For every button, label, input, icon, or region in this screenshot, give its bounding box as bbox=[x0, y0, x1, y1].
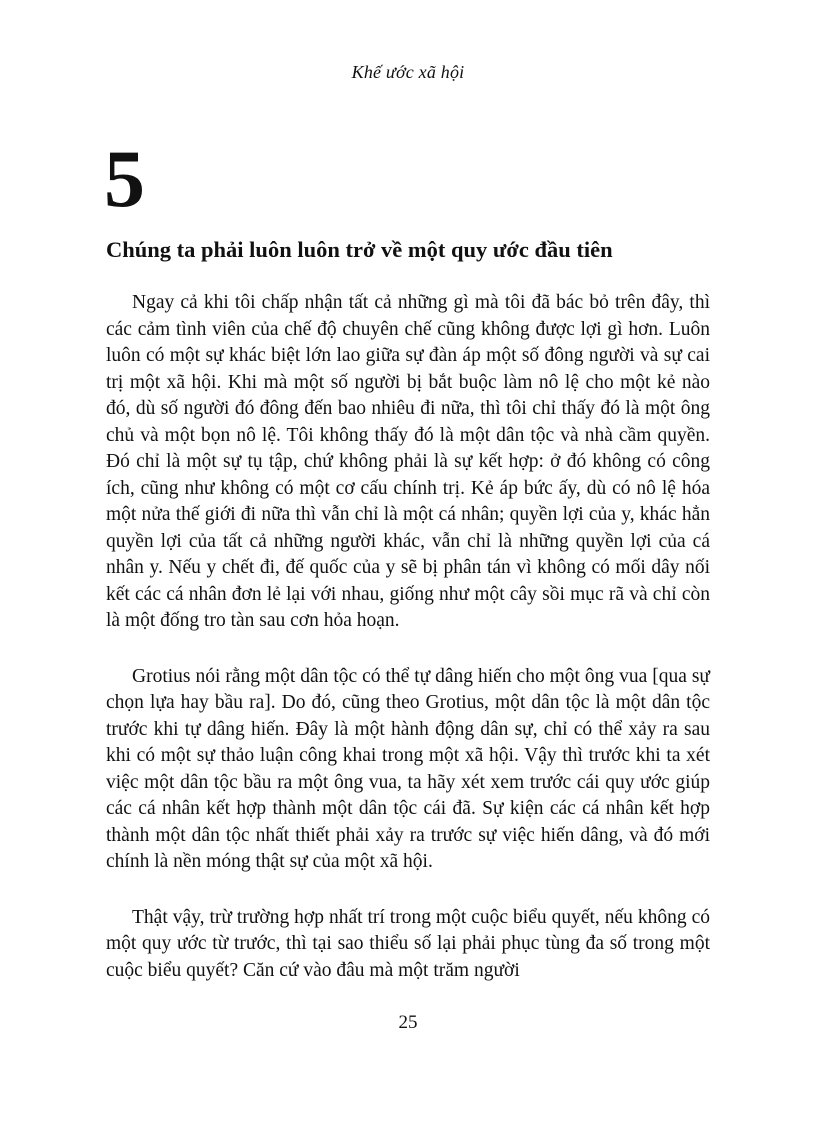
running-header: Khế ước xã hội bbox=[351, 62, 465, 82]
paragraph-1: Ngay cả khi tôi chấp nhận tất cả những gì mà tôi đã bác bỏ trên đây, thì các cảm tình viên của chế độ chuyên chế cũng không được lợi gì hơn. Luôn luôn có một sự khác biệt lớn lao giữa sự đàn áp một số đông người và sự cai trị một xã hội. Khi mà một số người bị bắt buộc làm nô lệ cho một kẻ nào đó, dù số người đó đông đến bao nhiêu đi nữa, thì tôi chỉ thấy đó là một ông chủ và một bọn nô lệ. Tôi không thấy đó là một dân tộc và nhà cầm quyền. Đó chỉ là một sự tụ tập, chứ không phải là sự kết hợp: ở đó không có công ích, cũng như không có một cơ cấu chính trị. Kẻ áp bức ấy, dù có nô lệ hóa một nửa thế giới đi nữa thì vẫn chỉ là một cá nhân; quyền lợi của y, khác hẳn quyền lợi của tất cả những người khác, vẫn chỉ là những quyền lợi của cá nhân y. Nếu y chết đi, đế quốc của y sẽ bị phân tán vì không có mối dây nối kết các cá nhân đơn lẻ lại với nhau, giống như một cây sồi mục rã và chỉ còn là một đống tro tàn sau cơn hỏa hoạn. bbox=[106, 292, 710, 631]
page-number: 25 bbox=[398, 1012, 418, 1033]
body-text bbox=[106, 290, 710, 1013]
chapter-title: Chúng ta phải luôn luôn trở về một quy ước đầu tiên bbox=[106, 237, 613, 262]
paragraph-2: Grotius nói rằng một dân tộc có thể tự dâng hiến cho một ông vua [qua sự chọn lựa hay bầu ra]. Do đó, cũng theo Grotius, một dân tộc là một dân tộc trước khi tự dâng hiến. Đây là một hành động dân sự, chỉ có thể xảy ra sau khi có một sự thảo luận công khai trong một xã hội. Vậy thì trước khi ta xét việc một dân tộc bầu ra một ông vua, ta hãy xét xem trước cái quy ước giúp các cá nhân kết hợp thành một dân tộc cái đã. Sự kiện các cá nhân kết hợp thành một dân tộc nhất thiết phải xảy ra trước sự việc hiến dâng, và đó mới chính là nền móng thật sự của một xã hội. bbox=[106, 665, 710, 872]
paragraph-3: Thật vậy, trừ trường hợp nhất trí trong một cuộc biểu quyết, nếu không có một quy ước từ trước, thì tại sao thiểu số lại phải phục tùng đa số trong một cuộc biểu quyết? Căn cứ vào đâu mà một trăm người bbox=[106, 906, 710, 981]
chapter-number: 5 bbox=[104, 133, 145, 224]
